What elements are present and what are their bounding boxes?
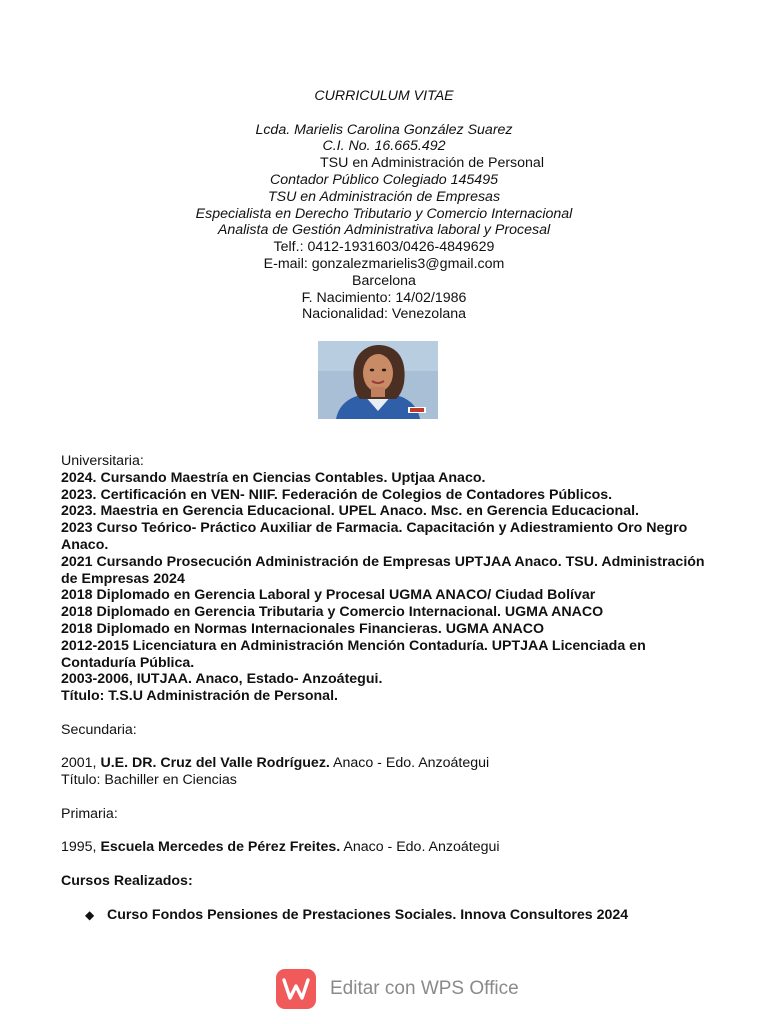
degree-tsu-personal: TSU en Administración de Personal: [320, 155, 544, 172]
courses-heading: Cursos Realizados:: [61, 872, 193, 889]
secondary-heading: Secundaria:: [61, 721, 137, 738]
secondary-location: Anaco - Edo. Anzoátegui: [329, 755, 490, 772]
diamond-bullet-icon: ◆: [85, 907, 95, 922]
cv-body: [61, 453, 721, 923]
primary-heading: Primaria:: [61, 805, 118, 822]
secondary-year: 2001,: [61, 755, 101, 772]
course-item-label: Curso Fondos Pensiones de Prestaciones Sociales. Innova Consultores 2024: [107, 906, 629, 923]
wps-watermark[interactable]: [276, 969, 519, 1009]
university-item: 2018 Diplomado en Gerencia Tributaria y Comercio Internacional. UGMA ANACO: [61, 604, 604, 621]
phone-line: Telf.: 0412-1931603/0426-4849629: [273, 239, 495, 256]
secondary-title: Título: Bachiller en Ciencias: [61, 772, 237, 789]
degree-contador: Contador Público Colegiado 145495: [270, 171, 498, 188]
wps-logo-icon: [276, 969, 316, 1009]
secondary-school: U.E. DR. Cruz del Valle Rodríguez.: [100, 755, 330, 772]
university-item: 2023 Curso Teórico- Práctico Auxiliar de Farmacia. Capacitación y Adiestramiento Oro Negro Anaco.: [61, 520, 688, 553]
university-item: Título: T.S.U Administración de Personal.: [61, 688, 338, 705]
candidate-name: Lcda. Marielis Carolina González Suarez: [255, 121, 513, 138]
profile-photo: [318, 341, 438, 419]
analyst-line: Analista de Gestión Administrativa laboral y Procesal: [217, 222, 551, 239]
city-line: Barcelona: [352, 272, 416, 289]
specialist-line: Especialista en Derecho Tributario y Comercio Internacional: [195, 205, 573, 222]
cv-header: [0, 88, 768, 323]
nationality-line: Nacionalidad: Venezolana: [301, 306, 467, 323]
university-item: 2023. Certificación en VEN- NIIF. Federación de Colegios de Contadores Públicos.: [61, 486, 613, 503]
university-item: 2018 Diplomado en Gerencia Laboral y Procesal UGMA ANACO/ Ciudad Bolívar: [61, 587, 596, 604]
primary-location: Anaco - Edo. Anzoátegui: [340, 839, 500, 856]
course-item: [61, 907, 721, 924]
cv-title: CURRICULUM VITAE: [314, 88, 454, 104]
university-item: 2003-2006, IUTJAA. Anaco, Estado- Anzoátegui.: [61, 671, 383, 688]
email-line: E-mail: gonzalezmarielis3@gmail.com: [263, 255, 505, 272]
secondary-entry: [61, 755, 721, 772]
primary-year: 1995,: [61, 839, 101, 856]
university-item: 2021 Cursando Prosecución Administración de Empresas UPTJAA Anaco. TSU. Administración de Empresas 2024: [61, 553, 705, 587]
university-item: 2024. Cursando Maestría en Ciencias Contables. Uptjaa Anaco.: [61, 469, 486, 486]
degree-tsu-empresas: TSU en Administración de Empresas: [267, 188, 501, 205]
university-item: 2023. Maestria en Gerencia Educacional. UPEL Anaco. Msc. en Gerencia Educacional.: [61, 503, 639, 520]
university-item: 2012-2015 Licenciatura en Administración Mención Contaduría. UPTJAA Licenciada en Contaduría Pública.: [61, 637, 646, 671]
primary-school: Escuela Mercedes de Pérez Freites.: [100, 839, 341, 856]
university-heading: Universitaria:: [61, 453, 144, 469]
portrait-image: [318, 341, 438, 419]
primary-entry: [61, 839, 721, 856]
id-number: C.I. No. 16.665.492: [322, 138, 446, 155]
birth-line: F. Nacimiento: 14/02/1986: [301, 289, 467, 306]
wps-watermark-text: Editar con WPS Office: [330, 978, 519, 999]
university-item: 2018 Diplomado en Normas Internacionales Financieras. UGMA ANACO: [61, 620, 545, 637]
